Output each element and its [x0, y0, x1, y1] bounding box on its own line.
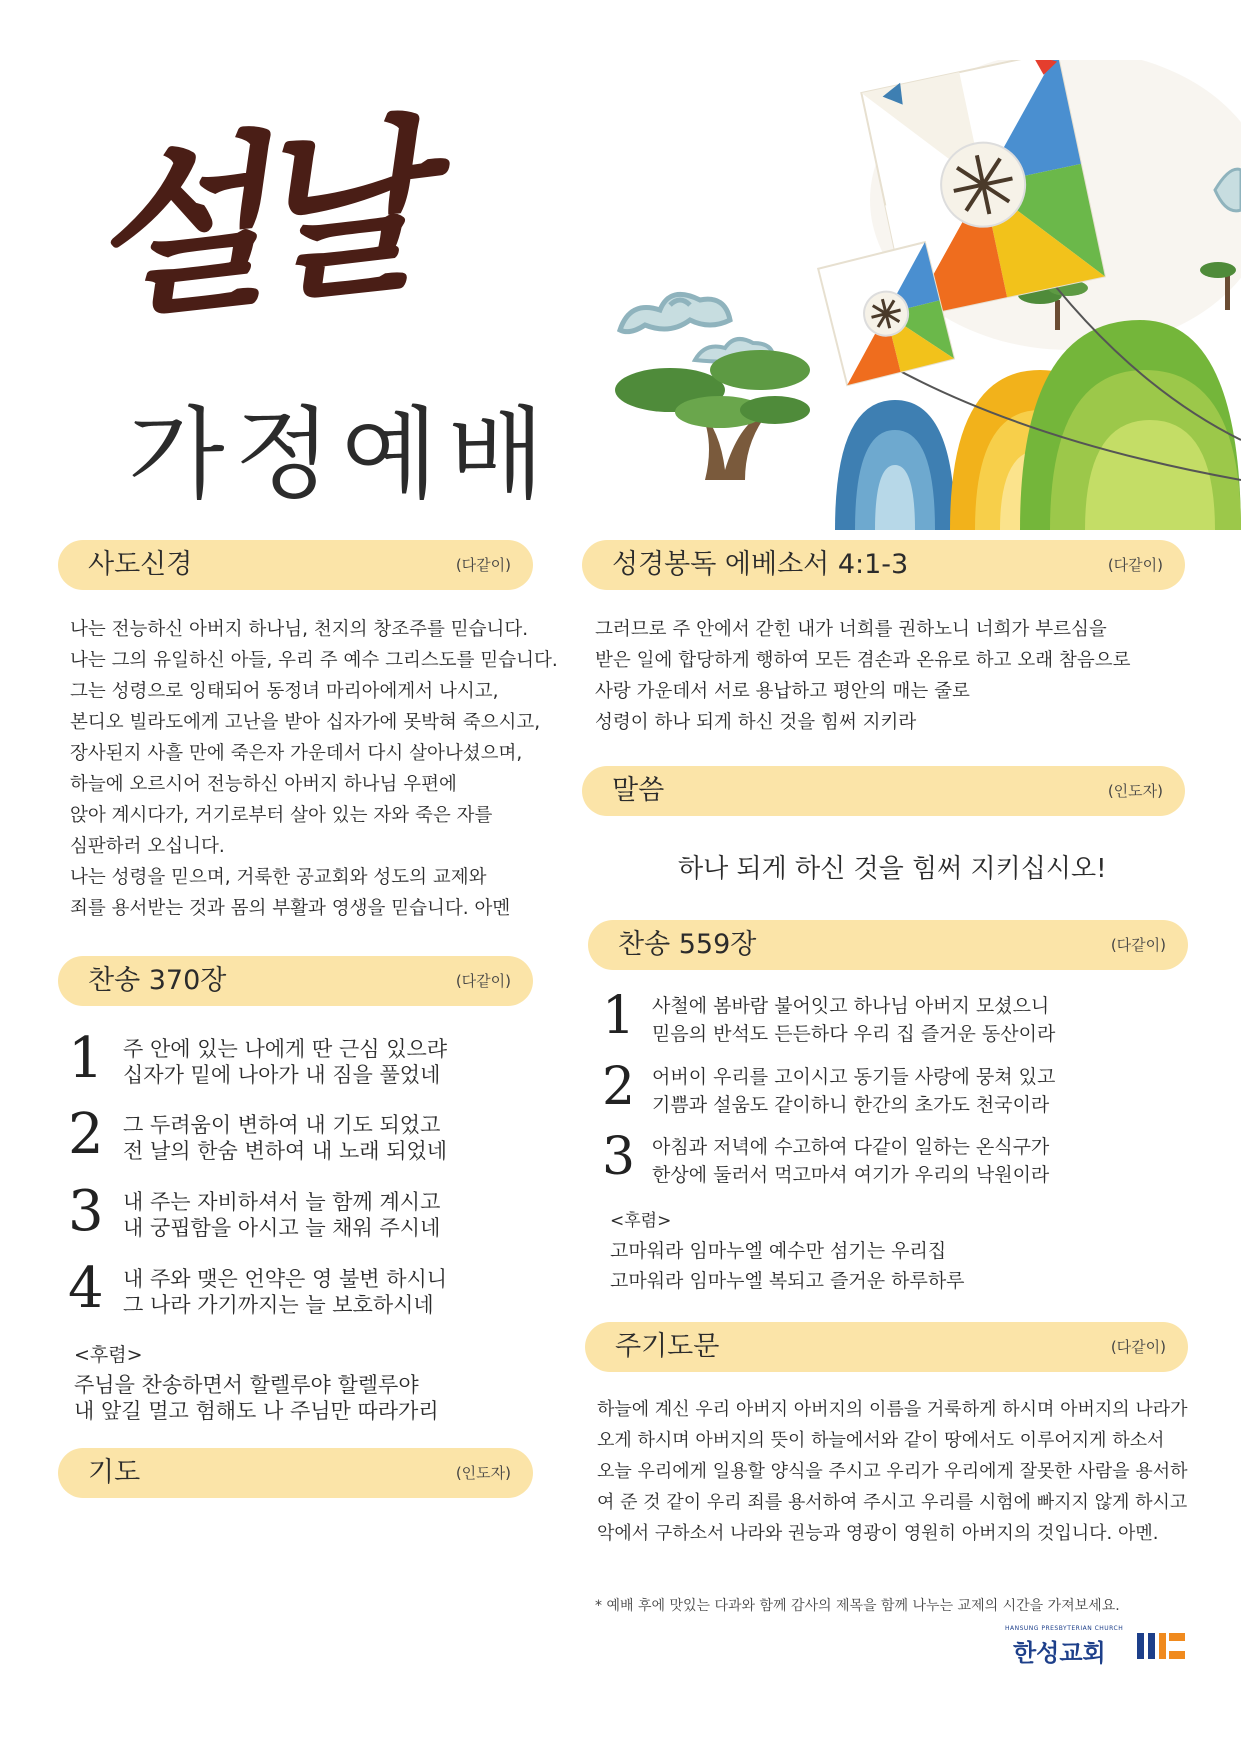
- verse-line: 내 궁핍함을 아시고 늘 채워 주시네: [123, 1216, 441, 1240]
- hymn-verse: [602, 986, 1082, 1054]
- text-line: 장사된지 사흘 만에 죽은자 가운데서 다시 살아나셨으며,: [70, 743, 523, 764]
- text-line: 사랑 가운데서 서로 용납하고 평안의 매는 줄로: [595, 681, 970, 702]
- verse-line: 믿음의 반석도 든든하다 우리 집 즐거운 동산이라: [652, 1023, 1056, 1045]
- text-line: 심판하러 오십니다.: [70, 836, 225, 857]
- creed-text: [70, 614, 558, 924]
- text-line: 악에서 구하소서 나라와 권능과 영광이 영원히 아버지의 것입니다. 아멘.: [597, 1523, 1159, 1544]
- section-role: (인도자): [1107, 782, 1163, 800]
- verse-line: 어버이 우리를 고이시고 동기들 사랑에 뭉쳐 있고: [652, 1066, 1056, 1088]
- text-line: 성령이 하나 되게 하신 것을 힘써 지키라: [595, 712, 917, 733]
- section-title: 찬송 370장: [88, 965, 227, 996]
- section-role: (다같이): [1110, 936, 1166, 954]
- section-header-prayer: [58, 1448, 533, 1498]
- refrain-heading: <후렴>: [74, 1344, 143, 1366]
- section-role: (다같이): [1110, 1338, 1166, 1356]
- section-header-hymn370: [58, 956, 533, 1006]
- text-line: 나는 전능하신 아버지 하나님, 천지의 창조주를 믿습니다.: [70, 619, 529, 640]
- reading-text: [595, 614, 1130, 738]
- verse-line: 그 두려움이 변하여 내 기도 되었고: [123, 1113, 441, 1137]
- verse-line: 전 날의 한숨 변하여 내 노래 되었네: [123, 1139, 448, 1163]
- section-title: 말씀: [612, 775, 665, 806]
- text-line: 하늘에 오르시어 전능하신 아버지 하나님 우편에: [70, 774, 457, 795]
- sermon-title: 하나 되게 하신 것을 힘써 지키십시오!: [678, 854, 1107, 884]
- blue-hills: [835, 400, 955, 530]
- verse-number: 3: [68, 1179, 104, 1244]
- new-year-illustration: [600, 60, 1241, 530]
- text-line: 받은 일에 합당하게 행하여 모든 겸손과 온유로 하고 오래 참음으로: [595, 650, 1131, 671]
- text-line: 나는 그의 유일하신 아들, 우리 주 예수 그리스도를 믿습니다.: [70, 650, 558, 671]
- hymn-verse: [602, 1127, 1082, 1195]
- hymn-verse: [68, 1102, 488, 1176]
- verse-number: 3: [602, 1127, 636, 1187]
- text-line: 그러므로 주 안에서 갇힌 내가 너희를 권하노니 너희가 부르심을: [595, 619, 1107, 640]
- text-line: 오게 하시며 아버지의 뜻이 하늘에서와 같이 땅에서도 이루어지게 하소서: [597, 1430, 1165, 1451]
- verse-number: 1: [602, 986, 636, 1046]
- church-logo: [1005, 1625, 1190, 1675]
- verse-line: 그 나라 가기까지는 늘 보호하시네: [123, 1293, 434, 1317]
- refrain-line: 고마워라 임마누엘 예수만 섬기는 우리집: [610, 1240, 947, 1262]
- section-header-word: [582, 766, 1185, 816]
- hymn-verse: [68, 1256, 488, 1330]
- verse-number: 2: [68, 1102, 104, 1167]
- verse-line: 내 주와 맺은 언약은 영 불변 하시니: [123, 1267, 448, 1291]
- colorful-hills: [950, 320, 1241, 530]
- refrain-text: [610, 1236, 965, 1296]
- text-line: 죄를 용서받는 것과 몸의 부활과 영생을 믿습니다. 아멘: [70, 898, 511, 919]
- verse-line: 아침과 저녁에 수고하여 다같이 일하는 온식구가: [652, 1136, 1050, 1158]
- section-header-hymn559: [588, 920, 1188, 970]
- verse-line: 한상에 둘러서 먹고마셔 여기가 우리의 낙원이라: [652, 1164, 1050, 1186]
- section-title: 성경봉독 에베소서 4:1-3: [612, 549, 909, 580]
- refrain-line: 내 앞길 멀고 험해도 나 주님만 따라가리: [74, 1399, 439, 1423]
- logo-name: 한성교회: [1013, 1639, 1106, 1667]
- section-header-lords-prayer: [585, 1322, 1188, 1372]
- section-role: (인도자): [455, 1464, 511, 1482]
- section-title: 사도신경: [88, 549, 193, 580]
- text-line: 오늘 우리에게 일용할 양식을 주시고 우리가 우리에게 잘못한 사람을 용서하: [597, 1461, 1188, 1482]
- section-header-reading: [582, 540, 1185, 590]
- hymn-verse: [602, 1057, 1082, 1125]
- section-role: (다같이): [455, 972, 511, 990]
- verse-line: 기쁨과 설움도 같이하니 한간의 초가도 천국이라: [652, 1094, 1050, 1116]
- hymn-verse: [68, 1026, 488, 1100]
- logo-mark-icon: [1137, 1631, 1187, 1661]
- lords-prayer-text: [597, 1394, 1188, 1549]
- title-sub: 가정예배: [128, 396, 555, 513]
- text-line: 여 준 것 같이 우리 죄를 용서하여 주시고 우리를 시험에 빠지지 않게 하시고: [597, 1492, 1188, 1513]
- verse-line: 사철에 봄바람 불어잇고 하나님 아버지 모셨으니: [652, 995, 1050, 1017]
- section-header-creed: [58, 540, 533, 590]
- hymn-verse: [68, 1179, 488, 1253]
- footnote: * 예배 후에 맛있는 다과와 함께 감사의 제목을 함께 나누는 교제의 시간을 가져보세요.: [595, 1598, 1120, 1614]
- refrain-text: [74, 1372, 439, 1424]
- verse-line: 십자가 밑에 나아가 내 짐을 풀었네: [123, 1063, 441, 1087]
- verse-number: 2: [602, 1057, 636, 1117]
- verse-line: 주 안에 있는 나에게 딴 근심 있으랴: [123, 1037, 448, 1061]
- verse-number: 1: [68, 1026, 104, 1091]
- section-title: 찬송 559장: [618, 929, 757, 960]
- section-title: 주기도문: [615, 1331, 720, 1362]
- title-main: 설날: [77, 96, 420, 348]
- verse-number: 4: [68, 1256, 104, 1321]
- text-line: 나는 성령을 믿으며, 거룩한 공교회와 성도의 교제와: [70, 867, 487, 888]
- text-line: 하늘에 계신 우리 아버지 아버지의 이름을 거룩하게 하시며 아버지의 나라가: [597, 1399, 1188, 1420]
- cloud-icon: [620, 294, 730, 331]
- section-role: (다같이): [455, 556, 511, 574]
- text-line: 본디오 빌라도에게 고난을 받아 십자가에 못박혀 죽으시고,: [70, 712, 541, 733]
- refrain-heading: <후렴>: [610, 1211, 672, 1231]
- pine-tree-icon: [615, 350, 810, 480]
- section-role: (다같이): [1107, 556, 1163, 574]
- section-title: 기도: [88, 1457, 141, 1488]
- refrain-line: 주님을 찬송하면서 할렐루야 할렐루야: [74, 1373, 419, 1397]
- text-line: 그는 성령으로 잉태되어 동정녀 마리아에게서 나시고,: [70, 681, 499, 702]
- text-line: 앉아 계시다가, 거기로부터 살아 있는 자와 죽은 자를: [70, 805, 493, 826]
- refrain-line: 고마워라 임마누엘 복되고 즐거운 하루하루: [610, 1270, 965, 1292]
- logo-subtitle: HANSUNG PRESBYTERIAN CHURCH: [1005, 1625, 1124, 1632]
- verse-line: 내 주는 자비하셔서 늘 함께 계시고: [123, 1190, 441, 1214]
